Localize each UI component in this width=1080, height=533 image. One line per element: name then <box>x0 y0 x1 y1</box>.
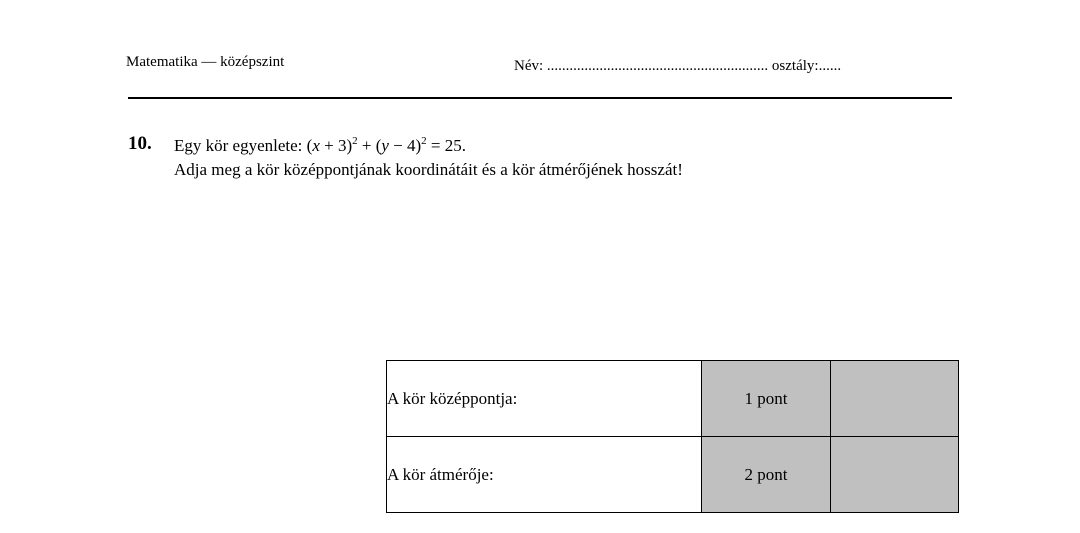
points-cell-diameter: 2 pont <box>702 437 831 513</box>
answer-label-diameter: A kör átmérője: <box>387 437 702 513</box>
score-cell-diameter <box>831 437 959 513</box>
points-cell-center: 1 pont <box>702 361 831 437</box>
header-name-class-field: Név: ........................................................... osztály:...... <box>514 58 842 74</box>
answer-row-diameter <box>387 437 959 513</box>
task-intro: Egy kör egyenlete: <box>174 136 303 155</box>
circle-equation: $(x + 3)^2 + (y - 4)^2 = 25$. <box>306 135 467 155</box>
task-statement <box>174 136 466 156</box>
answer-label-center: A kör középpontja: <box>387 361 702 437</box>
task-question: Adja meg a kör középpontjának koordinátáit és a kör átmérőjének hosszát! <box>174 160 683 179</box>
answer-table <box>386 360 959 513</box>
task-number: 10. <box>128 133 152 154</box>
score-cell-center <box>831 361 959 437</box>
header-subject: Matematika — középszint <box>126 54 285 70</box>
header-divider <box>128 97 952 99</box>
answer-row-center <box>387 361 959 437</box>
